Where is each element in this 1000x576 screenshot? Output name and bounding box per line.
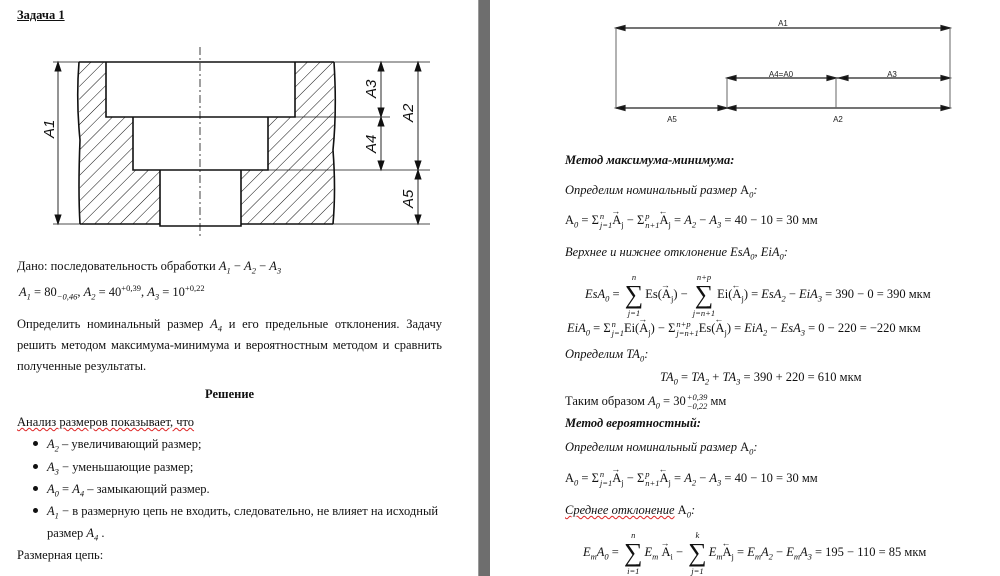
math-symbol: $A_1$ xyxy=(218,259,231,276)
math-symbol: $A_3$ xyxy=(799,544,812,562)
math-symbol: $A_3$ xyxy=(147,285,160,302)
text-run: − уменьшающие размер; xyxy=(58,460,194,474)
text-run: = 390 − 0 = 390 мкм xyxy=(822,286,931,301)
math-symbol: Σ n+p j=n+1 xyxy=(668,319,699,339)
subscript: j=1 xyxy=(611,328,624,339)
vector-arrow-icon: → xyxy=(638,314,648,324)
chain-label-a1: A1 xyxy=(778,19,788,28)
subscript: 1 xyxy=(26,291,31,302)
text-run: = xyxy=(95,285,109,299)
vector-arrow-icon: → xyxy=(660,279,670,290)
text-run: − xyxy=(785,286,799,301)
math-symbol: $A_0$ xyxy=(677,503,691,520)
nominal-size-intro xyxy=(565,182,758,198)
chain-label-a4-a0: A4=A0 xyxy=(768,70,794,79)
nominal-size-formula xyxy=(565,206,818,231)
text-run: = xyxy=(159,285,173,299)
text-run: ) − xyxy=(650,321,669,335)
vector-arrow-icon: ← xyxy=(731,279,741,290)
mean-deviation-symbol xyxy=(675,503,696,520)
math-symbol: $TA_0$ xyxy=(626,347,645,364)
subscript: 0 xyxy=(605,293,610,304)
vector-arrow-icon: → xyxy=(611,464,621,474)
sigma-icon: ∑ xyxy=(624,280,644,309)
math-symbol: EsA$_2$ xyxy=(761,286,786,304)
analysis-intro: Анализ размеров показывает, что xyxy=(17,415,195,429)
text-run: , xyxy=(754,245,761,259)
math-symbol: $TA_2$ xyxy=(691,370,710,387)
subscript: 2 xyxy=(691,477,697,488)
vector-symbol: ← $A_j$ xyxy=(659,470,670,486)
nominal-size-intro-2 xyxy=(565,439,758,455)
vector-arrow-icon: ← xyxy=(658,206,668,216)
math-symbol: EsA$_0$ xyxy=(730,245,755,262)
vector-symbol: → $A_j$ xyxy=(612,212,623,228)
math-symbol: $A_0$ xyxy=(596,544,609,562)
chain-label-a2: A2 xyxy=(833,115,843,124)
subscript: 0 xyxy=(604,551,609,562)
math-symbol: $A_0$ xyxy=(740,183,754,200)
text-run: . xyxy=(98,526,105,540)
text-run: − xyxy=(623,471,637,485)
math-symbol: $A_4$ xyxy=(72,482,85,499)
sum-upper-limit: n+p xyxy=(696,272,712,282)
sum-upper-limit: n xyxy=(631,530,636,540)
math-symbol: EiA$_3$ xyxy=(799,286,822,304)
sum-lower-limit: j=1 xyxy=(627,308,641,318)
text-run: : xyxy=(753,183,758,197)
subscript: 3 xyxy=(54,466,59,477)
sigma-icon: ∑ xyxy=(688,538,707,567)
subscript: j=1 xyxy=(599,220,613,231)
text-run: мм xyxy=(707,394,727,408)
subscript: 1 xyxy=(226,265,231,276)
math-symbol: $A_2$ xyxy=(684,471,697,488)
math-symbol: $A_4$ xyxy=(86,526,99,543)
math-symbol: $A_3$ xyxy=(47,460,59,477)
sum-lower-limit: j=1 xyxy=(691,566,704,576)
es-formula xyxy=(585,272,931,318)
math-symbol: EsA$_0$ xyxy=(585,286,610,304)
superscript: p xyxy=(645,469,650,480)
text-run: , xyxy=(77,285,84,299)
subscript: −0,46 xyxy=(56,291,78,302)
text-run: = 40 − 10 = 30 мм xyxy=(721,213,818,227)
subscript: 0 xyxy=(686,509,691,520)
limits xyxy=(676,320,698,338)
given-line xyxy=(17,258,281,274)
math-symbol: $A_0$ xyxy=(565,471,579,488)
em-formula xyxy=(583,530,926,576)
ei-formula xyxy=(567,314,921,339)
math-symbol: EiA$_2$ xyxy=(744,321,768,338)
math-symbol: $A_0$ xyxy=(47,482,59,499)
subscript: n+1 xyxy=(645,220,660,231)
method-probabilistic-heading: Метод вероятностный: xyxy=(565,416,701,430)
text-run: Ei( xyxy=(623,321,640,335)
document-page-right xyxy=(490,0,1000,576)
text-run: ) = xyxy=(743,286,762,301)
text-run: и его предельные отклонения. Задачу xyxy=(222,317,442,331)
subscript: m xyxy=(716,551,723,562)
math-symbol: $A_0$ xyxy=(740,440,754,457)
bullet-item-2 xyxy=(47,459,193,475)
text-run: = xyxy=(670,471,685,485)
task-title: Задача 1 xyxy=(17,8,65,22)
math-symbol: 30 +0,39 −0,22 xyxy=(673,392,708,412)
bullet-item-3 xyxy=(47,481,210,497)
math-symbol: $A_2$ xyxy=(83,285,96,302)
math-symbol: $E_m$ xyxy=(644,544,659,562)
math-symbol: $80_{-0,46}$ xyxy=(44,285,78,302)
text-run: Определим xyxy=(565,347,627,361)
limits xyxy=(645,212,659,230)
math-symbol: $TA_0$ xyxy=(660,370,678,387)
mean-deviation-label: Среднее отклонение xyxy=(565,503,675,517)
vector-arrow-icon: ← xyxy=(714,314,724,324)
text-run: = xyxy=(590,321,604,335)
text-run: = xyxy=(30,285,45,299)
subscript: 0 xyxy=(54,488,59,499)
subscript: 0 xyxy=(779,251,784,262)
math-symbol: $A_0$ xyxy=(565,213,579,230)
subscript: 2 xyxy=(251,265,256,276)
math-symbol: EiA$_0$ xyxy=(567,321,590,338)
sum-upper-limit: k xyxy=(695,530,700,540)
subscript: m xyxy=(590,551,597,562)
text-run: − в размерную цепь не входить, следовательно, не влияет на исходный xyxy=(58,504,439,518)
subscript: m xyxy=(793,551,800,562)
math-symbol: $A_3$ xyxy=(269,259,282,276)
text-run: Дано: последовательность обработки xyxy=(17,259,219,273)
nominal-size-formula-2 xyxy=(565,464,818,489)
text-run: = xyxy=(733,544,748,559)
text-run: : xyxy=(783,245,788,259)
sum-lower-limit: j=n+1 xyxy=(692,308,716,318)
subscript: 3 xyxy=(817,293,822,304)
text-run: – увеличивающий размер; xyxy=(58,437,202,451)
subscript: 0 xyxy=(749,446,754,457)
subscript: 2 xyxy=(691,219,697,230)
bullet-icon xyxy=(33,464,38,469)
subscript: j xyxy=(670,293,674,304)
math-symbol: $A_2$ xyxy=(47,437,59,454)
math-symbol: Σ n j=1 xyxy=(591,469,613,489)
math-symbol: Σ p n+1 xyxy=(636,211,660,231)
superscript: +0,22 xyxy=(184,282,205,293)
method-max-min-heading: Метод максимума-минимума: xyxy=(565,153,735,167)
text-run: : xyxy=(753,440,758,454)
subscript: 2 xyxy=(91,291,96,302)
text-run: − xyxy=(772,544,787,559)
limits xyxy=(645,470,659,488)
subscript: 1 xyxy=(54,510,59,521)
superscript: n xyxy=(611,319,616,330)
dim-label-a1: A1 xyxy=(41,119,58,138)
sum-upper-limit: n xyxy=(631,272,637,282)
bullet-icon xyxy=(33,508,38,513)
dim-label-a4: A4 xyxy=(363,134,380,153)
subscript: n+1 xyxy=(645,478,660,489)
tolerance-intro xyxy=(565,346,648,362)
math-symbol: EsA$_3$ xyxy=(780,321,805,338)
text-run: − xyxy=(696,213,710,227)
sum-lower-limit: i=1 xyxy=(627,566,640,576)
vector-symbol: ← $A_j$ xyxy=(722,537,733,567)
chain-label: Размерная цепь: xyxy=(17,548,104,562)
tolerance-formula xyxy=(660,369,862,385)
given-values xyxy=(19,284,205,300)
document-page-left xyxy=(0,0,478,576)
text-run: − xyxy=(623,213,637,227)
text-run: − xyxy=(672,544,687,559)
dim-label-a2: A2 xyxy=(400,103,417,122)
deviation-intro xyxy=(565,244,788,260)
text-run: Es( xyxy=(698,321,716,335)
superscript: +0,39 xyxy=(121,282,141,293)
subscript: j=n+1 xyxy=(676,328,699,339)
subscript: i xyxy=(670,551,673,562)
subscript: 0 xyxy=(639,353,645,364)
subscript: 3 xyxy=(276,265,282,276)
sum-symbol xyxy=(693,272,715,318)
mean-deviation-intro xyxy=(565,502,695,518)
superscript: n+p xyxy=(676,319,691,330)
vector-symbol: ← $A_j$ xyxy=(659,212,670,228)
result-line xyxy=(565,393,726,411)
bullet-icon xyxy=(33,486,38,491)
text-run: Таким образом xyxy=(565,394,648,408)
bullet-item-4 xyxy=(47,503,438,519)
chain-label-a5: A5 xyxy=(667,115,677,124)
subscript: m xyxy=(754,551,761,562)
math-symbol: $E_m$ xyxy=(747,544,761,562)
text-run: = xyxy=(58,482,73,496)
math-symbol: $A_2$ xyxy=(244,259,256,276)
text-run: : xyxy=(644,347,649,361)
text-run: = xyxy=(609,286,623,301)
subscript: 3 xyxy=(717,477,722,488)
bullet-item-4-cont xyxy=(47,525,105,541)
dim-label-a5: A5 xyxy=(400,189,417,208)
subscript: −0,22 xyxy=(686,401,708,412)
text-run: – замыкающий размер. xyxy=(84,482,210,496)
math-symbol: Σ n j=1 xyxy=(603,319,624,339)
subscript: j xyxy=(621,219,624,230)
subscript: j xyxy=(668,477,671,488)
vector-symbol: → $A_j$ xyxy=(662,279,673,309)
subscript: 0 xyxy=(574,219,579,230)
math-symbol: $A_1$ xyxy=(47,504,59,521)
subscript: 2 xyxy=(54,443,59,454)
subscript: 4 xyxy=(79,488,85,499)
math-symbol: $40^{+0,39}$ xyxy=(108,282,141,299)
text-run: Определить номинальный размер xyxy=(17,317,211,331)
sigma-icon: ∑ xyxy=(694,280,714,309)
solution-heading: Решение xyxy=(205,387,255,401)
text-run: = xyxy=(659,394,674,408)
subscript: 2 xyxy=(781,293,786,304)
sum-symbol xyxy=(688,530,707,576)
math-symbol: $E_m$ xyxy=(708,544,723,562)
superscript: p xyxy=(645,211,650,222)
text-run: Ei( xyxy=(717,286,733,301)
subscript: j xyxy=(648,327,651,338)
task-line-3: полученные результаты. xyxy=(17,359,147,373)
text-run: ) = xyxy=(726,321,745,335)
text-run: − xyxy=(255,259,270,273)
subscript: 3 xyxy=(800,327,805,338)
text-run: = xyxy=(677,370,692,384)
subscript: 4 xyxy=(217,323,222,334)
math-symbol: $A_3$ xyxy=(709,471,722,488)
text-run: Верхнее и нижнее отклонение xyxy=(565,245,731,259)
subscript: 3 xyxy=(717,219,722,230)
subscript: 0 xyxy=(585,327,590,338)
text-run: Es( xyxy=(645,286,662,301)
subscript: j xyxy=(621,477,624,488)
dimension-chain-diagram xyxy=(490,0,1000,135)
sum-symbol xyxy=(624,530,643,576)
text-run: = xyxy=(608,544,622,559)
subscript: 3 xyxy=(154,291,160,302)
part-drawing xyxy=(0,0,478,245)
text-run: + xyxy=(709,370,723,384)
math-symbol: $A_3$ xyxy=(709,213,722,230)
math-symbol: $A_4$ xyxy=(210,317,222,334)
math-symbol: $A_0$ xyxy=(648,394,660,411)
math-symbol: $A_2$ xyxy=(684,213,697,230)
task-line-1 xyxy=(17,316,442,332)
subscript: m xyxy=(652,551,659,562)
subscript: 3 xyxy=(736,376,741,387)
text-run: − xyxy=(767,321,781,335)
subscript: 0 xyxy=(574,477,579,488)
subscript: 0 xyxy=(749,189,754,200)
subscript: 2 xyxy=(704,376,710,387)
subscript: 4 xyxy=(94,532,99,543)
text-run: − xyxy=(230,259,245,273)
text-run: = 195 − 110 = 85 мкм xyxy=(811,544,927,559)
text-run: = xyxy=(670,213,685,227)
subscript: j xyxy=(731,551,734,562)
text-run: , xyxy=(140,285,148,299)
sigma-icon: ∑ xyxy=(623,538,643,567)
math-symbol: $E_m$ xyxy=(583,544,597,562)
vector-arrow-icon: ← xyxy=(658,464,668,474)
subscript: j xyxy=(741,293,744,304)
subscript: 3 xyxy=(807,551,812,562)
math-symbol: $TA_3$ xyxy=(722,370,741,387)
dim-label-a3: A3 xyxy=(363,79,380,98)
math-symbol: Σ p n+1 xyxy=(636,469,660,489)
subscript: 0 xyxy=(655,400,660,411)
vector-arrow-icon: → xyxy=(660,537,670,548)
math-symbol: $E_m$ xyxy=(786,544,800,562)
subscript: 2 xyxy=(763,327,768,338)
vector-symbol: ← $A_j$ xyxy=(715,320,726,336)
math-symbol: Σ n j=1 xyxy=(591,211,613,231)
text-run: = 0 − 220 = −220 мкм xyxy=(804,321,921,335)
vector-symbol: → $A_j$ xyxy=(612,470,623,486)
text-run: : xyxy=(690,503,696,517)
bullet-item-1 xyxy=(47,436,201,452)
text-run: = xyxy=(578,471,592,485)
subscript: 2 xyxy=(768,551,773,562)
math-symbol: $A_2$ xyxy=(760,544,773,562)
limits xyxy=(687,393,708,411)
text-run: = 40 − 10 = 30 мм xyxy=(721,471,818,485)
subscript: j xyxy=(724,327,727,338)
text-run: Определим номинальный размер xyxy=(565,183,741,197)
superscript: n xyxy=(599,211,605,222)
text-run: − xyxy=(696,471,710,485)
vector-symbol: → $A_j$ xyxy=(639,320,650,336)
superscript: +0,39 xyxy=(686,392,708,403)
limits xyxy=(612,320,624,338)
chain-label-a3: A3 xyxy=(887,70,897,79)
subscript: 0 xyxy=(673,376,678,387)
subscript: 0 xyxy=(750,251,755,262)
text-run: размер xyxy=(47,526,87,540)
vector-arrow-icon: → xyxy=(611,206,621,216)
text-run: = xyxy=(578,213,592,227)
text-run: = 390 + 220 = 610 мкм xyxy=(740,370,862,384)
subscript: j=1 xyxy=(599,478,613,489)
vector-symbol: → $A_i$ xyxy=(661,537,672,567)
superscript: n xyxy=(599,469,605,480)
math-symbol: EiA$_0$ xyxy=(760,245,784,262)
text-run: ) − xyxy=(673,286,691,301)
bullet-icon xyxy=(33,441,38,446)
task-line-2: решить методом максимума-минимума и вероятностным методом и сравнить xyxy=(17,338,442,352)
math-symbol: $10^{+0,22}$ xyxy=(172,282,205,299)
text-run: Определим номинальный размер xyxy=(565,440,741,454)
subscript: j xyxy=(668,219,671,230)
vector-arrow-icon: ← xyxy=(721,537,731,548)
vector-symbol: ← $A_j$ xyxy=(732,279,743,309)
math-symbol: $A_1$ xyxy=(19,285,31,302)
